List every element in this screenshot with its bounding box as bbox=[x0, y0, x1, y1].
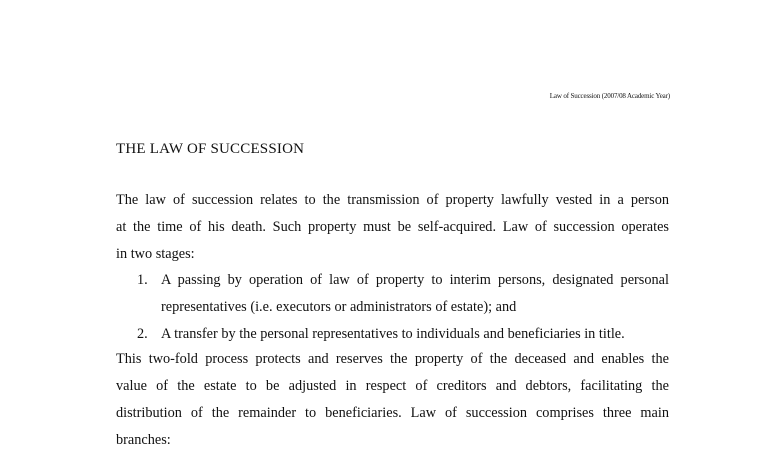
list-item-number: 2. bbox=[137, 326, 148, 342]
paragraph-line: branches: bbox=[116, 432, 171, 448]
paragraph-line: The law of succession relates to the transmission of property lawfully vested in a person bbox=[116, 192, 669, 208]
paragraph-line: distribution of the remainder to beneficiaries. Law of succession comprises three main bbox=[116, 405, 669, 421]
paragraph-line: This two-fold process protects and reserves the property of the deceased and enables the bbox=[116, 351, 669, 367]
list-item-line: A transfer by the personal representatives to individuals and beneficiaries in title. bbox=[161, 326, 625, 342]
document-title: THE LAW OF SUCCESSION bbox=[116, 141, 305, 157]
list-item-line: representatives (i.e. executors or administrators of estate); and bbox=[161, 299, 517, 315]
list-item-line: A passing by operation of law of property to interim persons, designated personal bbox=[161, 272, 669, 288]
paragraph-line: in two stages: bbox=[116, 246, 195, 262]
paragraph-line: at the time of his death. Such property must be self-acquired. Law of succession operates bbox=[116, 219, 669, 235]
running-header: Law of Succession (2007/08 Academic Year) bbox=[549, 92, 670, 100]
paragraph-line: value of the estate to be adjusted in respect of creditors and debtors, facilitating the bbox=[116, 378, 669, 394]
list-item-number: 1. bbox=[137, 272, 148, 288]
